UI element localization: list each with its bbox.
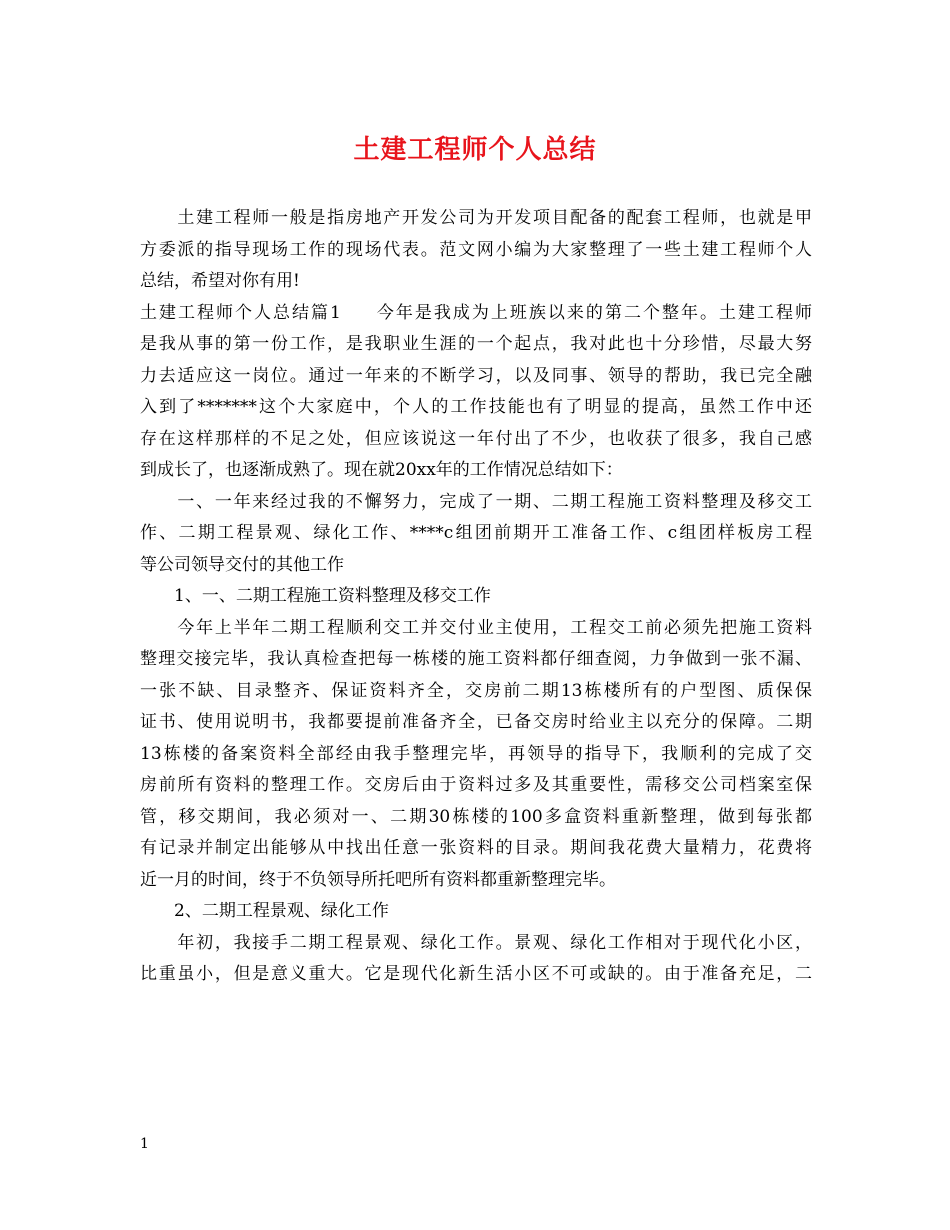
section-heading: 土建工程师个人总结篇1 [140,302,341,323]
text-line: 房前所有资料的整理工作。交房后由于资料过多及其重要性，需移交公司档案室保 [140,775,812,795]
text-line: 存在这样那样的不足之处，但应该说这一年付出了不少，也收获了很多，我自己感 [140,428,812,449]
text-line: 入到了*******这个大家庭中，个人的工作技能也有了明显的提高，虽然工作中还 [140,397,812,417]
text-line: 有记录并制定出能够从中找出任意一张资料的目录。期间我花费大量精力，花费将 [140,838,812,858]
text-line: 证书、使用说明书，我都要提前准备齐全，已备交房时给业主以充分的保障。二期 [140,712,812,732]
text-line: 土建工程师一般是指房地产开发公司为开发项目配备的配套工程师，也就是甲 [140,208,812,228]
subheading-line: 2、二期工程景观、绿化工作 [140,901,389,921]
text-line: 一、一年来经过我的不懈努力，完成了一期、二期工程施工资料整理及移交工 [140,491,812,512]
text-line: 力去适应这一岗位。通过一年来的不断学习，以及同事、领导的帮助，我已完全融 [140,365,812,386]
text-line: 方委派的指导现场工作的现场代表。范文网小编为大家整理了一些土建工程师个人 [140,239,812,260]
text-line: 总结，希望对你有用! [140,271,300,291]
text-line: 作、二期工程景观、绿化工作、****c组团前期开工准备工作、c组团样板房工程 [140,523,812,543]
section-heading-line [140,298,812,330]
document-title: 土建工程师个人总结 [353,135,597,165]
text-line: 今年上半年二期工程顺利交工并交付业主使用，工程交工前必须先把施工资料 [140,617,812,638]
text-fragment: 今年是我成为上班族以来的第二个整年。土建工程师 [374,302,812,323]
page-number: 1 [140,1136,149,1152]
text-line: 等公司领导交付的其他工作 [140,554,344,575]
document-body [140,203,812,991]
subheading-line: 1、一、二期工程施工资料整理及移交工作 [140,586,491,606]
text-line: 比重虽小，但是意义重大。它是现代化新生活小区不可或缺的。由于准备充足，二 [140,964,812,984]
text-line: 年初，我接手二期工程景观、绿化工作。景观、绿化工作相对于现代化小区， [140,932,812,953]
text-line: 13栋楼的备案资料全部经由我手整理完毕，再领导的指导下，我顺利的完成了交 [140,743,812,764]
text-line: 近一月的时间，终于不负领导所托吧所有资料都重新整理完毕。 [140,869,616,890]
text-line: 到成长了，也逐渐成熟了。现在就20xx年的工作情况总结如下： [140,460,623,480]
text-line: 管，移交期间，我必须对一、二期30栋楼的100多盒资料重新整理，做到每张都 [140,806,812,827]
text-line: 整理交接完毕，我认真检查把每一栋楼的施工资料都仔细查阅，力争做到一张不漏、 [140,649,812,669]
text-line: 一张不缺、目录整齐、保证资料齐全，交房前二期13栋楼所有的户型图、质保保 [140,680,812,701]
text-line: 是我从事的第一份工作，是我职业生涯的一个起点，我对此也十分珍惜，尽最大努 [140,334,812,354]
